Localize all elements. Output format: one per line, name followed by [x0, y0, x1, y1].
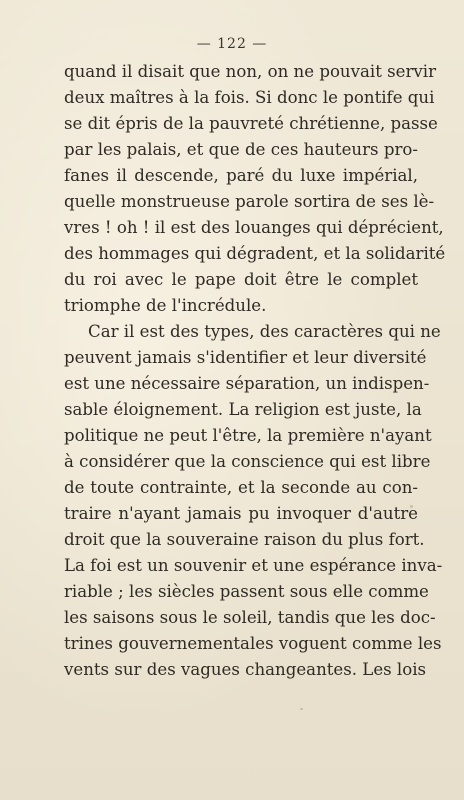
text-line: vents sur des vagues changeantes. Les lois	[64, 660, 427, 679]
text-line: vres ! oh ! il est des louanges qui déprécient,	[64, 218, 444, 237]
text-line: à considérer que la conscience qui est libre	[64, 452, 431, 471]
text-line: les saisons sous le soleil, tandis que les doc-	[64, 608, 436, 627]
text-line: du roi avec le pape doit être le complet	[64, 270, 418, 289]
text-line: sable éloignement. La religion est juste, la	[64, 400, 422, 419]
text-line: trines gouvernementales voguent comme les	[64, 634, 442, 653]
text-line: par les palais, et que de ces hauteurs pro-	[64, 140, 418, 159]
text-line: peuvent jamais s'identifier et leur diversité	[64, 348, 427, 367]
text-line: Car il est des types, des caractères qui ne	[88, 322, 441, 341]
text-line: des hommages qui dégradent, et la solidarité	[64, 244, 446, 263]
text-line: quelle monstrueuse parole sortira de ses lè-	[64, 192, 435, 211]
text-line: droit que la souveraine raison du plus fort.	[64, 530, 425, 549]
text-line: riable ; les siècles passent sous elle comme	[64, 582, 429, 601]
text-line: triomphe de l'incrédule.	[64, 296, 267, 315]
page-number: — 122 —	[196, 36, 268, 52]
text-line: de toute contrainte, et la seconde au con-	[64, 478, 418, 497]
text-line: deux maîtres à la fois. Si donc le pontife qui	[64, 88, 435, 107]
text-line: quand il disait que non, on ne pouvait servir	[64, 62, 437, 81]
text-line: fanes il descende, paré du luxe impérial,	[64, 166, 418, 185]
text-line: se dit épris de la pauvreté chrétienne, passe	[64, 114, 438, 133]
body-text	[64, 59, 446, 683]
text-line: La foi est un souvenir et une espérance inva-	[64, 556, 443, 575]
text-line: traire n'ayant jamais pu invoquer d'autre	[64, 504, 418, 523]
foxing-spot	[300, 708, 303, 710]
text-line: est une nécessaire séparation, un indispen-	[64, 374, 430, 393]
text-line: politique ne peut l'être, la première n'ayant	[64, 426, 432, 445]
